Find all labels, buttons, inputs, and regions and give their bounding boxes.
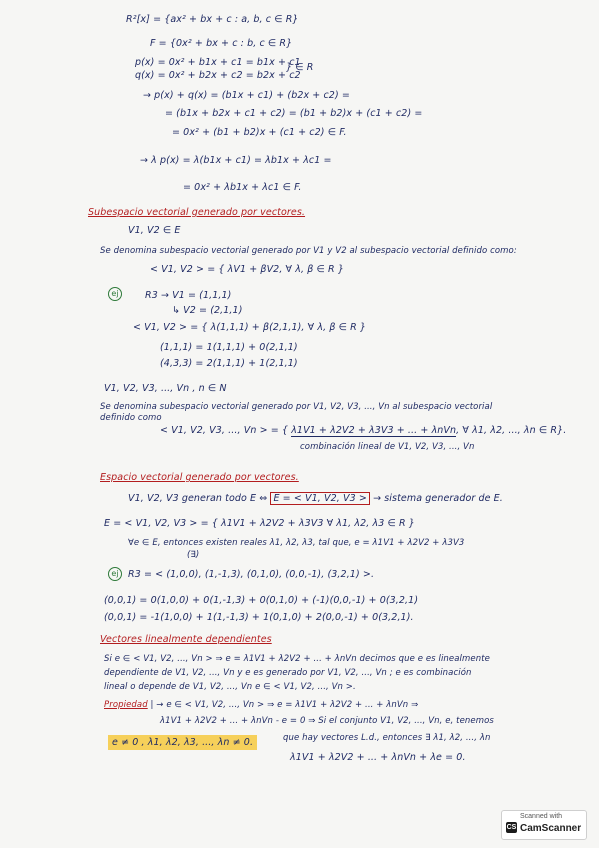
note-line xyxy=(128,493,503,504)
camscanner-brand: CamScanner xyxy=(520,823,582,834)
note-line: = 0x² + (b1 + b2)x + (c1 + c2) ∈ F. xyxy=(172,127,347,138)
note-line: p(x) = 0x² + b1x + c1 = b1x + c1 xyxy=(135,57,301,68)
note-line: = (b1x + b2x + c1 + c2) = (b1 + b2)x + (c1 + c2) = xyxy=(165,108,423,119)
example-circle: ej xyxy=(108,567,122,581)
note-line: R²[x] = {ax² + bx + c : a, b, c ∈ R} xyxy=(126,14,299,25)
note-line: → p(x) + q(x) = (b1x + c1) + (b2x + c2) = xyxy=(143,90,350,101)
note-line: que hay vectores L.d., entonces ∃ λ1, λ2, ..., λn xyxy=(283,733,491,743)
example-circle: ej xyxy=(108,287,122,301)
camscanner-logo-icon: CS xyxy=(506,824,517,831)
span-definition xyxy=(160,425,566,436)
example-mark xyxy=(108,287,122,301)
note-line: → λ p(x) = λ(b1x + c1) = λb1x + λc1 = xyxy=(140,155,332,166)
note-line: R3 → V1 = (1,1,1) xyxy=(145,290,232,301)
section-heading: Vectores linealmente dependientes xyxy=(100,634,272,645)
note-line: λ1V1 + λ2V2 + ... + λnVn - e = 0 ⇒ Si el conjunto V1, V2, ..., Vn, e, tenemos xyxy=(160,716,494,726)
note-line: ∀e ∈ E, entonces existen reales λ1, λ2, λ3, tal que, e = λ1V1 + λ2V2 + λ3V3 xyxy=(128,538,465,548)
note-line: R3 = < (1,0,0), (1,-1,3), (0,1,0), (0,0,-1), (3,2,1) >. xyxy=(128,569,375,580)
note-line: Se denomina subespacio vectorial generado por V1 y V2 al subespacio vectorial definido como: xyxy=(100,246,517,256)
example-mark xyxy=(108,567,122,581)
note-line: (∃) xyxy=(187,550,200,560)
note-line: < V1, V2 > = { λV1 + βV2, ∀ λ, β ∈ R } xyxy=(150,264,344,275)
highlighted-note xyxy=(108,737,257,748)
note-line: (0,0,1) = -1(1,0,0) + 1(1,-1,3) + 1(0,1,0) + 2(0,0,-1) + 0(3,2,1). xyxy=(104,612,414,623)
note-line: < V1, V2 > = { λ(1,1,1) + β(2,1,1), ∀ λ, β ∈ R } xyxy=(133,322,367,333)
note-line: = 0x² + λb1x + λc1 ∈ F. xyxy=(183,182,302,193)
boxed-equation: E = < V1, V2, V3 > xyxy=(270,492,369,505)
note-line: (4,3,3) = 2(1,1,1) + 1(2,1,1) xyxy=(160,358,298,369)
property-label: Propiedad xyxy=(104,700,148,710)
note-line: definido como xyxy=(100,413,162,423)
note-line: q(x) = 0x² + b2x + c2 = b2x + c2 xyxy=(135,70,301,81)
note-line xyxy=(104,700,418,710)
span-quantifier: , ∀ λ1, λ2, ..., λn ∈ R}. xyxy=(456,425,567,436)
note-line: lineal o depende de V1, V2, ..., Vn e ∈ < V1, V2, ..., Vn >. xyxy=(104,682,356,692)
note-line: V1, V2, V3, ..., Vn , n ∈ N xyxy=(104,383,227,394)
property-text: | → e ∈ < V1, V2, ..., Vn > ⇒ e = λ1V1 + λ2V2 + ... + λnVn ⇒ xyxy=(150,700,419,710)
scanned-with-label: Scanned with xyxy=(520,813,563,820)
note-line: F = {0x² + bx + c : b, c ∈ R} xyxy=(150,38,293,49)
span-lhs: < V1, V2, V3, ..., Vn > = { xyxy=(160,425,289,436)
section-heading: Subespacio vectorial generado por vectores. xyxy=(88,207,306,218)
note-line: (0,0,1) = 0(1,0,0) + 0(1,-1,3) + 0(0,1,0) + (-1)(0,0,-1) + 0(3,2,1) xyxy=(104,595,419,606)
note-line: Se denomina subespacio vectorial generado por V1, V2, V3, ..., Vn al subespacio vectorial xyxy=(100,402,493,412)
note-line: ↳ V2 = (2,1,1) xyxy=(172,305,243,316)
camscanner-badge xyxy=(501,810,587,840)
note-line: Si e ∈ < V1, V2, ..., Vn > ⇒ e = λ1V1 + λ2V2 + ... + λnVn decimos que e es linealmente xyxy=(104,654,490,664)
note-line: λ1V1 + λ2V2 + ... + λnVn + λe = 0. xyxy=(290,752,466,763)
highlight-box: e ≠ 0 , λ1, λ2, λ3, ..., λn ≠ 0. xyxy=(108,735,257,750)
section-heading: Espacio vectorial generado por vectores. xyxy=(100,472,299,483)
generates-text: V1, V2, V3 generan todo E ⇔ xyxy=(128,493,268,504)
generator-note: → sistema generador de E. xyxy=(373,493,503,504)
note-line: combinación lineal de V1, V2, V3, ..., Vn xyxy=(300,442,475,452)
linear-combination: λ1V1 + λ2V2 + λ3V3 + ... + λnVn xyxy=(291,425,457,436)
note-line: } ∈ R xyxy=(286,62,314,73)
note-line: (1,1,1) = 1(1,1,1) + 0(2,1,1) xyxy=(160,342,298,353)
note-line: dependiente de V1, V2, ..., Vn y e es generado por V1, V2, ..., Vn ; e es combinación xyxy=(104,668,472,678)
note-line: E = < V1, V2, V3 > = { λ1V1 + λ2V2 + λ3V3 ∀ λ1, λ2, λ3 ∈ R } xyxy=(104,518,415,529)
note-line: V1, V2 ∈ E xyxy=(128,225,181,236)
